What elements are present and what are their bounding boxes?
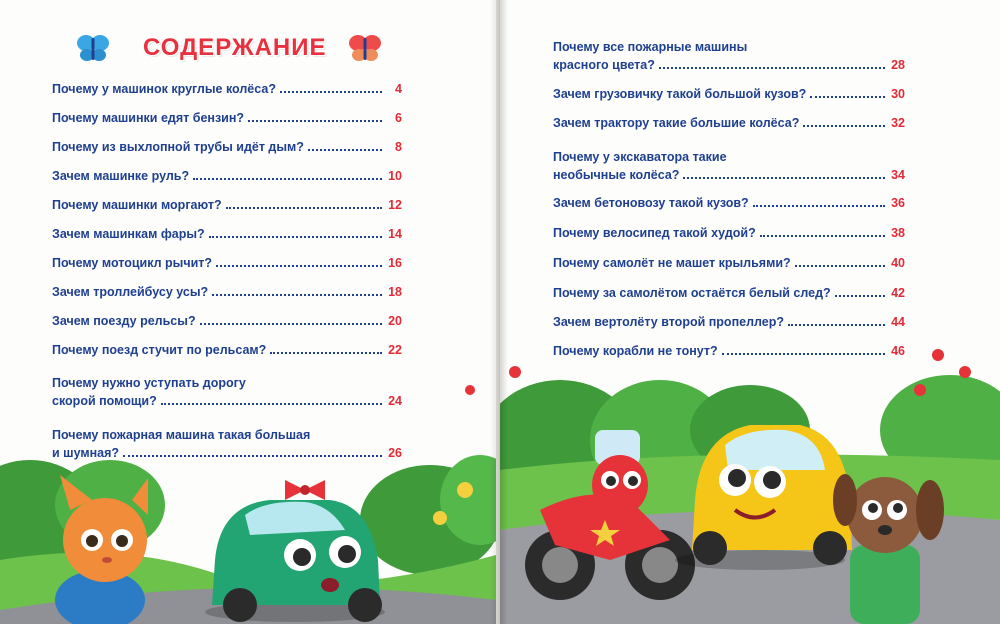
toc-entry-title: Почему велосипед такой худой? [553,226,756,240]
right-page [500,0,1000,624]
page-title: СОДЕРЖАНИЕ [143,34,327,61]
left-page [0,0,496,624]
toc-page-number: 26 [388,446,402,460]
toc-entry[interactable] [553,85,905,103]
toc-entry-title: Зачем машинкам фары? [52,227,205,241]
toc-page-number: 40 [891,256,905,270]
toc-page-number: 6 [395,111,402,125]
toc-entry-title: Почему все пожарные машины [553,40,748,54]
toc-entry-title: Почему за самолётом остаётся белый след? [553,286,831,300]
toc-entry-title: Зачем машинке руль? [52,169,190,183]
toc-page-number: 18 [388,285,402,299]
toc-entry[interactable] [52,283,402,301]
toc-entry[interactable] [553,342,905,360]
toc-entry-title: Зачем вертолёту второй пропеллер? [553,315,785,329]
blue-butterfly-icon [75,30,111,66]
toc-entry[interactable] [553,194,905,212]
toc-entry-title-cont: красного цвета? [553,58,655,72]
toc-entry-title: Зачем поезду рельсы? [52,314,196,328]
toc-entry[interactable] [52,196,402,214]
toc-page-number: 20 [388,314,402,328]
toc-entry-title-cont: скорой помощи? [52,394,157,408]
toc-entry-title: Зачем троллейбусу усы? [52,285,209,299]
red-butterfly-icon [347,30,383,66]
toc-entry-title: Почему у экскаватора такие [553,150,727,164]
toc-entry[interactable] [553,114,905,132]
toc-entry-title: Зачем грузовичку такой большой кузов? [553,87,807,101]
toc-entry[interactable] [553,38,905,74]
toc-entry[interactable] [52,254,402,272]
toc-entry[interactable] [52,109,402,127]
toc-entry-title: Почему машинки едят бензин? [52,111,245,125]
toc-page-number: 4 [395,82,402,96]
toc-entry[interactable] [52,80,402,98]
toc-entry[interactable] [52,374,402,410]
toc-entry-title: Почему нужно уступать дорогу [52,376,246,390]
toc-entry[interactable] [52,167,402,185]
toc-page-number: 24 [388,394,402,408]
toc-entry[interactable] [553,224,905,242]
green-car-illustration [205,480,385,622]
toc-entry[interactable] [553,254,905,272]
toc-page-number: 32 [891,116,905,130]
toc-page-number: 34 [891,168,905,182]
toc-entry-title: Почему поезд стучит по рельсам? [52,343,267,357]
toc-entry[interactable] [52,225,402,243]
toc-entry-title: Почему из выхлопной трубы идёт дым? [52,140,304,154]
toc-entry[interactable] [553,313,905,331]
toc-entry-title-cont: необычные колёса? [553,168,680,182]
toc-entry-title: Почему мотоцикл рычит? [52,256,213,270]
book-gutter [490,0,508,624]
toc-entry[interactable] [52,138,402,156]
toc-page-number: 42 [891,286,905,300]
contents-header [75,30,405,70]
toc-page-number: 30 [891,87,905,101]
toc-page-number: 44 [891,315,905,329]
toc-entry-title: Почему корабли не тонут? [553,344,718,358]
toc-page-number: 36 [891,196,905,210]
toc-entry-title-cont: и шумная? [52,446,120,460]
toc-page-number: 10 [388,169,402,183]
toc-page-number: 46 [891,344,905,358]
toc-entry-title: Почему у машинок круглые колёса? [52,82,276,96]
toc-page-number: 12 [388,198,402,212]
toc-entry[interactable] [52,341,402,359]
toc-entry-title: Почему машинки моргают? [52,198,222,212]
toc-page-number: 38 [891,226,905,240]
toc-entry-title: Зачем бетоновозу такой кузов? [553,196,749,210]
toc-entry[interactable] [52,426,402,462]
toc-page-number: 14 [388,227,402,241]
toc-entry[interactable] [52,312,402,330]
toc-entry[interactable] [553,284,905,302]
toc-page-number: 16 [388,256,402,270]
toc-entry[interactable] [553,148,905,184]
toc-entry-title: Почему самолёт не машет крыльями? [553,256,791,270]
toc-entry-title: Почему пожарная машина такая большая [52,428,311,442]
toc-page-number: 22 [388,343,402,357]
toc-entry-title: Зачем трактору такие большие колёса? [553,116,800,130]
toc-page-number: 8 [395,140,402,154]
toc-page-number: 28 [891,58,905,72]
